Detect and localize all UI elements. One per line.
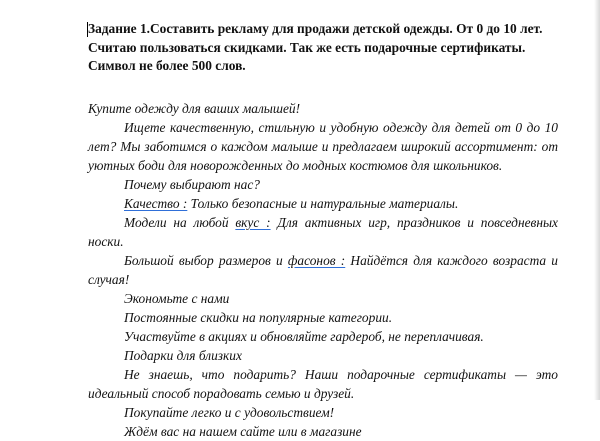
save-title: Экономьте с нами [124, 291, 230, 306]
intro-paragraph: Ищете качественную, стильную и удобную одежду для детей от 0 до 10 лет? Мы заботимся о каждом малыше и предлагаем широкий ассортимент: от уютных боди для новорожденных до модных костюмов для школьников. [88, 120, 558, 173]
discounts-line: Постоянные скидки на популярные категории. [124, 310, 393, 325]
shop-easy-line: Покупайте легко и с удовольствием! [124, 405, 335, 420]
wait-line-cut: Ждём вас на нашем сайте или в магазине [124, 424, 362, 439]
models-line [88, 213, 558, 251]
gifts-paragraph: Не знаешь, что подарить? Наши подарочные сертификаты — это идеальный способ порадовать семью и друзей. [88, 367, 558, 401]
heading-line-2: Считаю пользоваться скидками. Так же есть подарочные сертификаты. [88, 39, 526, 55]
spellcheck-word-styles[interactable]: фасонов : [287, 253, 346, 268]
why-title: Почему выбирают нас? [124, 177, 260, 192]
spellcheck-word-taste[interactable]: вкус : [235, 215, 271, 230]
spellcheck-word-quality[interactable]: Качество : [124, 196, 188, 211]
opening-line: Купите одежду для ваших малышей! [88, 101, 301, 116]
page-edge-shadow [594, 0, 600, 400]
heading-line-1: Задание 1.Составить рекламу для продажи детской одежды. От 0 до 10 лет. [88, 21, 543, 36]
heading-line-3: Символ не более 500 слов. [88, 58, 246, 73]
task-heading[interactable] [88, 20, 560, 76]
ad-text-body[interactable] [88, 99, 558, 441]
promos-line: Участвуйте в акциях и обновляйте гардероб, не переплачивая. [124, 329, 484, 344]
models-text: Для активных игр, праздников и повседневных носки. [88, 215, 558, 249]
sizes-text: Найдётся для каждого возраста и случая! [88, 253, 558, 287]
gifts-title: Подарки для близких [124, 348, 242, 363]
quality-text: Только безопасные и натуральные материалы. [187, 196, 459, 211]
sizes-prefix: Большой выбор размеров и [124, 253, 288, 268]
sizes-line [88, 251, 558, 289]
quality-line [88, 194, 558, 213]
models-prefix: Модели на любой [124, 215, 236, 230]
